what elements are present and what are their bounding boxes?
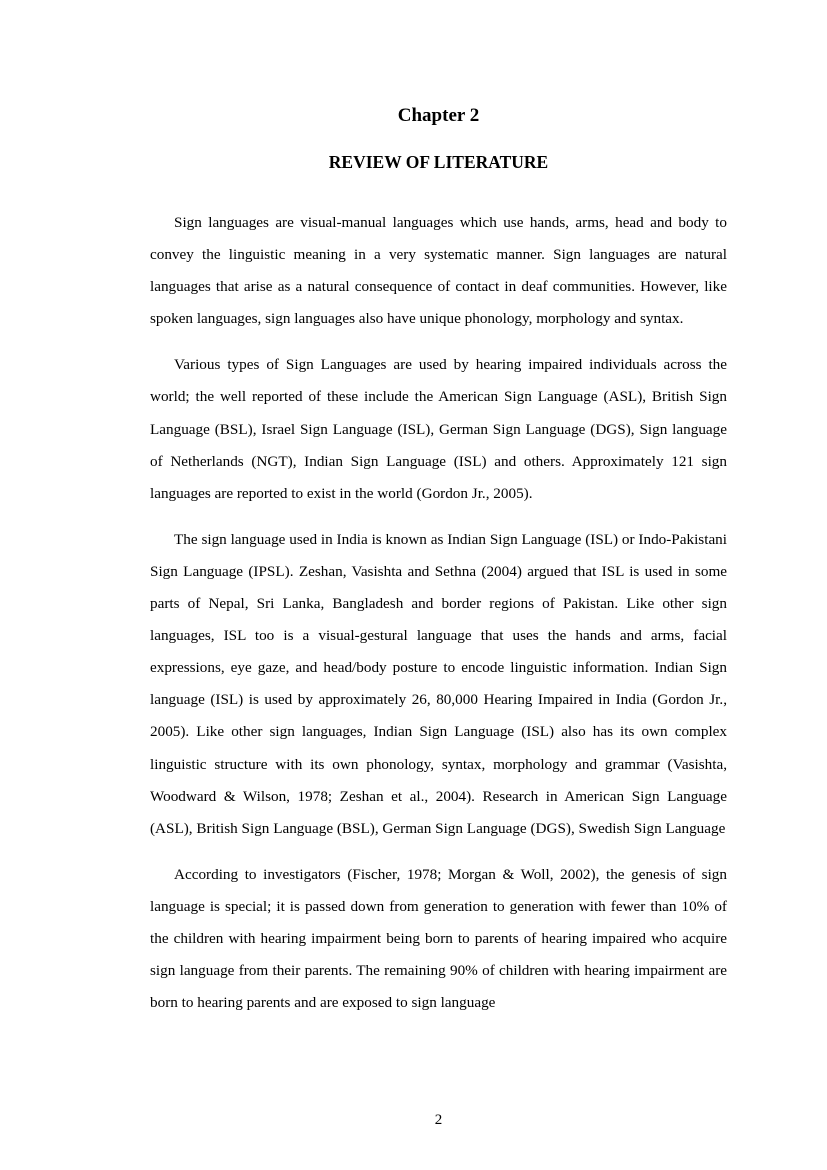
paragraph-2: Various types of Sign Languages are used by hearing impaired individuals across the world; the well reported of these include the American Sign Language (ASL), British Sign Language (BSL), Israel Sign Language (ISL), German Sign Language (DGS), Sign language of Netherlands (NGT), Indian Sign Language (ISL) and others. Approximately 121 sign languages are reported to exist in the world (Gordon Jr., 2005).	[150, 356, 727, 502]
paragraph-4: According to investigators (Fischer, 1978; Morgan & Woll, 2002), the genesis of sign language is special; it is passed down from generation to generation with fewer than 10% of the children with hearing impairment being born to parents of hearing impaired who acquire sign language from their parents. The remaining 90% of children with hearing impairment are born to hearing parents and are exposed to sign language	[150, 865, 727, 1012]
chapter-number: Chapter 2	[397, 105, 480, 126]
page-number: 2	[434, 1112, 443, 1128]
paragraph-1: Sign languages are visual-manual languages which use hands, arms, head and body to convey the linguistic meaning in a very systematic manner. Sign languages are natural languages that arise as a natural consequence of contact in deaf communities. However, like spoken languages, sign languages also have unique phonology, morphology and syntax.	[150, 214, 727, 328]
chapter-title: REVIEW OF LITERATURE	[328, 152, 549, 172]
paragraph-3: The sign language used in India is known as Indian Sign Language (ISL) or Indo-Pakistani Sign Language (IPSL). Zeshan, Vasishta and Sethna (2004) argued that ISL is used in some parts of Nepal, Sri Lanka, Bangladesh and border regions of Pakistan. Like other sign languages, ISL too is a visual-gestural language that uses the hands and arms, facial expressions, eye gaze, and head/body posture to encode linguistic information. Indian Sign language (ISL) is used by approximately 26, 80,000 Hearing Impaired in India (Gordon Jr., 2005). Like other sign languages, Indian Sign Language (ISL) also has its own complex linguistic structure with its own phonology, syntax, morphology and grammar (Vasishta, Woodward & Wilson, 1978; Zeshan et al., 2004). Research in American Sign Language (ASL), British Sign Language (BSL), German Sign Language (DGS), Swedish Sign Language	[150, 530, 727, 837]
body-text	[150, 207, 727, 1033]
